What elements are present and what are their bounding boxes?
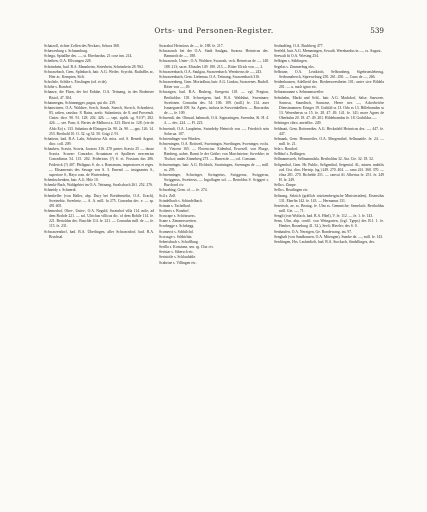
page-number: 539 xyxy=(370,26,384,35)
index-entry: Scheiben, O.A. Ellwangen 228. xyxy=(44,59,92,64)
index-entry: Schwarzendorf, bad. B.A. Überlingen, aller Schwarzdorf, bad. B.A. Bruchsal. xyxy=(44,229,154,239)
column-right xyxy=(274,44,384,499)
index-entry: Sebertsbach s. Schaffburg. xyxy=(159,239,199,244)
index-entry: Schauben, Scavia, Scavia, Jacarax 316. 270 partes Scavia 25 — dusse Scavia. Scavae: Conrados Arruaiman et Spalleres nescenrius Conradimus 54. 115. 202. Friderious (?) S. et. Frustum das 286. Friderick (?) 407. Philippus S. do. s. Romanum, imperatores et reges. — Elisamensis des Savage von S. 3. Emend. — insignantes S., superiore S., Hayo com. de Wurtemberg. xyxy=(44,147,154,177)
index-entry: Schwendi, der. Obruad, bahmodi, O.A. Sigmaringen, Swendea, Sl. H. 4. 4. — dec. 224. — Fl. 223. xyxy=(159,116,269,126)
index-entry: Schweindi, O.A. Laupheim, Swindeby Heinrich von —, Friedrich sein Sohn ua. 107. xyxy=(159,126,269,136)
index-entry: Sengli (von Wolfach, bad. B.A. Hbel), V. fe. 112. — fe. 1. fe. 143. xyxy=(274,214,374,219)
column-middle xyxy=(159,44,269,499)
index-entry: Seewalt fü O.A. Wiesing 254. xyxy=(274,54,319,59)
index-entry: Selbigen s. Süblingen. xyxy=(274,59,308,64)
index-entry: Scil s. Zell. xyxy=(159,193,177,198)
index-entry: Schawesburg s. Schaumburg. xyxy=(44,49,89,54)
index-entry: Scane s. Zimmerswetten. xyxy=(159,219,197,224)
index-entry: Serilla s. Konstanz, sen. rg. Clur civ. xyxy=(159,245,214,250)
index-entry: Seobudfing, O.A. Buchberg 477. xyxy=(274,44,324,48)
index-entry: Schilte s. Bondorf. xyxy=(44,85,73,90)
index-entry: Schwenninger, Schwinger, Swingerius, Swiggerus, Swiggerus, Swiggerus, Sweiterus, — Ingolfagen sol. — Bertoldus S. Sciggeri s. Burchard civ. xyxy=(159,172,269,188)
index-entry: Seefeld, bair. A.G. Memmingen, Scwaib. Wernhardus in —, cs. August. xyxy=(274,49,382,54)
index-entry: Schwabing, Gem. ol. — fe. 274. xyxy=(159,188,208,193)
index-entry: Seristoile s. Schlaufahle. xyxy=(159,255,197,260)
index-entry: Seristar s. Sibersch etc. xyxy=(159,250,194,255)
index-entry: Schrimbein, bad. B.A. Mannheim, Striesbein, Schrimbein 28. 962. xyxy=(44,64,144,69)
index-entry: Seliaomaanne s. Selmannsweiler. xyxy=(274,90,324,95)
index-entry: Schwarzenbach, O.A. Saulgau, Swarzenbach. Wernherus de —, 243. xyxy=(159,69,263,74)
index-entry: Schoftsle, Schilte s. Eisslingen (od. et de). xyxy=(44,80,108,85)
running-header xyxy=(44,26,384,38)
index-entry: Senghalt (von Sandhausen, O.A. Mitengen), Sumbe de. —, mill. fe. 143. xyxy=(274,234,384,239)
index-entry: Schattern, bad. B.A. Lahr, Schuttera Alt. miss. ord. S. Benedi Argent. dioc. coll. 209. xyxy=(44,136,154,146)
index-entry: Schwarzach bei der O.A. Stadt Saulgau, Swarza. Heinricus dec. Bannarch de —, 188. xyxy=(159,49,269,59)
index-entry: Schwarzenberg, Gem. Moriadhau, bair. A.G. Lindau, Swarzenes. Rudolf. Ritter von —, 49. xyxy=(159,80,269,90)
index-entry: Schenkschenken, bair. A.G. Hifz 10. xyxy=(44,178,99,183)
index-entry: Schneidy s. Schnerdt. xyxy=(44,188,77,193)
index-entry: Schanze, die Flurn, der bei Erdabe, O.A. Tettnang, in des Bodensee Bistol, 47. 304. xyxy=(44,90,154,100)
index-entry: Selmank, Gem. Hennweiler, O.A. Mergemthel, Sellmaattle. fe. 24. — mill. fe. 21. xyxy=(274,136,384,146)
index-entry: Scoscape s. Schötsssess. xyxy=(159,214,196,219)
index-entry: Schwarzach, Unter-, O.A. Waldsee, Swarzah, -ach. Heinricus de —, 148. 188. 213; sacer. Eliasdes 149. 180. 213 — Ritter Ulrich von —, 2. xyxy=(159,59,269,69)
index-entry: Sella s. Reutlingen etc. xyxy=(274,188,309,193)
index-entry: Senn, Ulm, abp. conftl. von Weingarten, (trgl. Tgeps) des B.I. 1. fe. Henher, Rosneburg 41. 32.), Seeli; Hieeler; des S. 0. xyxy=(274,219,384,229)
index-entry: Scabrine s. Villingen etc. xyxy=(159,260,197,265)
index-entry: Scrubegge s. Schrkegg. xyxy=(159,224,195,229)
index-entry: Schatzoll, richter Zoffen des Neckars, Schora 368. xyxy=(44,44,120,48)
index-entry: Scindelbach s. Schindelbach. xyxy=(159,198,203,203)
index-entry: Segelas s. Zimmerbug oks. xyxy=(274,64,315,69)
index-entry: Seltzung, Selzich (gräflich württembergische Ministerialen), Eisenstlus 131. Eberlin 142. fe. 143. — Hermanus 131. xyxy=(274,193,384,203)
index-entry: Schaumegau, Schiumegger, pagus, qui dic. 239. xyxy=(44,100,116,105)
index-entry: Selbhof s. Erdlingen. xyxy=(274,152,306,157)
index-entry: Schweningen, O.A. Rottweil, Sweiningin, Swetlingen, Sweninger, ecclu. S. Vincent 165. — Florencius: Eidenhal, Erwesell. von Flurge, Rimberg, uober, Bonni le der Grübe; von Marchsteine; Swvobbe; in Tischzi; under Zinneberg 273. — Runen de —, col. Constant. xyxy=(159,141,269,162)
index-entry: Schwenninger, bair. A.G. Elchbich, Swainingen, Swenngm de —, mill. ss. 295. xyxy=(159,162,269,172)
index-entry: Schenkt-Bach, Waldgebiet im O.A. Tettnang, Swalschach 261. 252. 276. xyxy=(44,183,153,188)
index-entry: Sezetisch, ae, ss. Beatug, fe. Ulm ss. Gemmiche; Semelach. Bertholdus mill. Gie. —, 71. xyxy=(274,203,384,213)
index-entry: Schwaigen, bad. B.A. Bruberg, Swegeria 118. — vgl. Pregion, Bertholdus 118. Schweigem, bad. B.A. Waldshut, Sweninaer, Swettinen. Conradus des. 54. 106. 109. (mill.) fe. 114. auer Ismaeguerdi 109. Sa. Agnes, inclusa in Swweinkelhen. — Burcardus de —, fe. 109. xyxy=(159,90,269,116)
index-entry: Sela s. Bondorf. xyxy=(274,147,299,152)
index-entry: Selmhelm, Markt und Schl., bair. A.G. Markdorf, Salse, Sauweee, Sauwsu, Sauedtsch, Sauwase, Heere nes —, Ackerbeiche Dienstmannen: Eringer 19. Gothild ss 13. Odo ss 13. Hillebrandus ss 13. Werenherus ss 15. fe. 28. 47. 49. 141. fe. 141; more Agnes de Oberkuhn 20. 18. 47. 49. 201. Hildebrandus fe. 18. Gothildus —. xyxy=(274,95,384,121)
index-entry: Schenkeller (von Haller, abp. Dury bei Breidenstelin, O.A. Urach), Sweinebiz, Swerbeiz, — A. A. mill. fu 275. Conradus dec. e. — sp. 491 405. xyxy=(44,193,154,208)
column-left xyxy=(44,44,154,499)
index-entry: Selbrune, O.A. Leutkirch, Selbrunberg, Sigebrunsleberug, Seibrunaberch, Sipreweburg 250. 261. 450. — Cuno de —, 266. xyxy=(274,69,384,79)
index-entry: Selstinger cibro. anetelloc. 249. xyxy=(274,121,322,126)
index-entry: Schanwineer, O.A. Waldsee, Scech, Sanch, Suerch, Sirrsch, Schonbirst. 83, raften, causbor. 8. Rains, azelo. Sulantinsis, de 8, and Provenslt. Cinter. dice. 90. 91. 128. 202. 426. — sept. sipldt. sg. 91/3*; 282. 426. — see. Pam; A. Bertes de Mslbrost a. 323. Eberi in. 128. (vie de Ahlo Eo) s. 133. Sabatina de Elzingen 2a. 90. 2a. 90. — pps. 126. 14. 253. Berthold 10. O. 32. sg 32. 50. Grigi 2. 91. xyxy=(44,105,154,136)
page-title: Orts- und Personen-Register. xyxy=(154,26,274,35)
index-entry: Senhaufen, O.A. Nerzigen, Ge. Rondewang, im. 97. xyxy=(274,229,353,234)
index-entry: Seligenthal, Gem. Hr. Public, Seligenthal, Seigenial. Al., minen. mabilis ord. Cist. dioc. Hertrip. (sg.) 249. 270. 404. — cano 241. 368. 370. — eliza 281. 270. Richelde 251. — canvai Al. Albertus fe. 251. fe. 249 H. fe. 249. xyxy=(274,162,384,183)
index-entry: Swarzhof Heinricus de —, fe. 188. fe. 217. xyxy=(159,44,224,48)
index-entry: Schwarzenbach, Gem. Liebenau, O.A. Tettnang, Swarzenbach 316. xyxy=(159,74,260,79)
index-entry: Schemerhof, Ober-, Unter-, O.A. Neguld, Swainhof villa 114. mile, ad dem Bodole 221. — sol. Ulrichus villicus dic. of dem Bobile 114. fe. 221. Bertoldus dec. Buschle 114. fe. 221. — Conradus mill. de —, fe. 115. fe. 231. xyxy=(44,209,154,229)
index-entry: Sccrusge s. Schbirbin. xyxy=(159,234,193,239)
index-entry: Schega, Spitallhe des. —, st. Eberhardus. 21 cose inn. 214. xyxy=(44,54,133,59)
index-columns xyxy=(44,44,384,499)
index-entry: Scomerot s. Schbilchd. xyxy=(159,229,194,234)
index-entry: Senftingen, Hrs. Lasheidtelt, bad. B.A. Stockach, Sindsllinges, dec. xyxy=(274,239,376,244)
index-entry: Sellmannsweh, Sellmannalsla. Bertholdus 32. Ata. Cie. 32. 18. 32. xyxy=(274,157,374,162)
index-entry: Seidenhausen, Adelheid des. Biedenweestheim 101; unter sive Bildela 201. — u. nach ignor etc. xyxy=(274,80,384,90)
index-entry: Sehlmatt, Gem. Rottenedter, A.G. Hecknfeld Heinricus des. —, 447. fe. 447. xyxy=(274,126,384,136)
index-entry: Schwarzbach, Gem. Splinbach, bair. A.G. Weiler, Scyrobt, Railsdlbs ac, Hier ac. Kempten, Stift. xyxy=(44,69,154,79)
index-entry: Sella s. Zimpe. xyxy=(274,183,297,188)
index-entry: Sciman s. Tachelbad. xyxy=(159,203,191,208)
index-entry: Scoberts s. Bondorf. xyxy=(159,209,190,213)
index-entry: Schwendinger von Winden. xyxy=(159,136,201,141)
